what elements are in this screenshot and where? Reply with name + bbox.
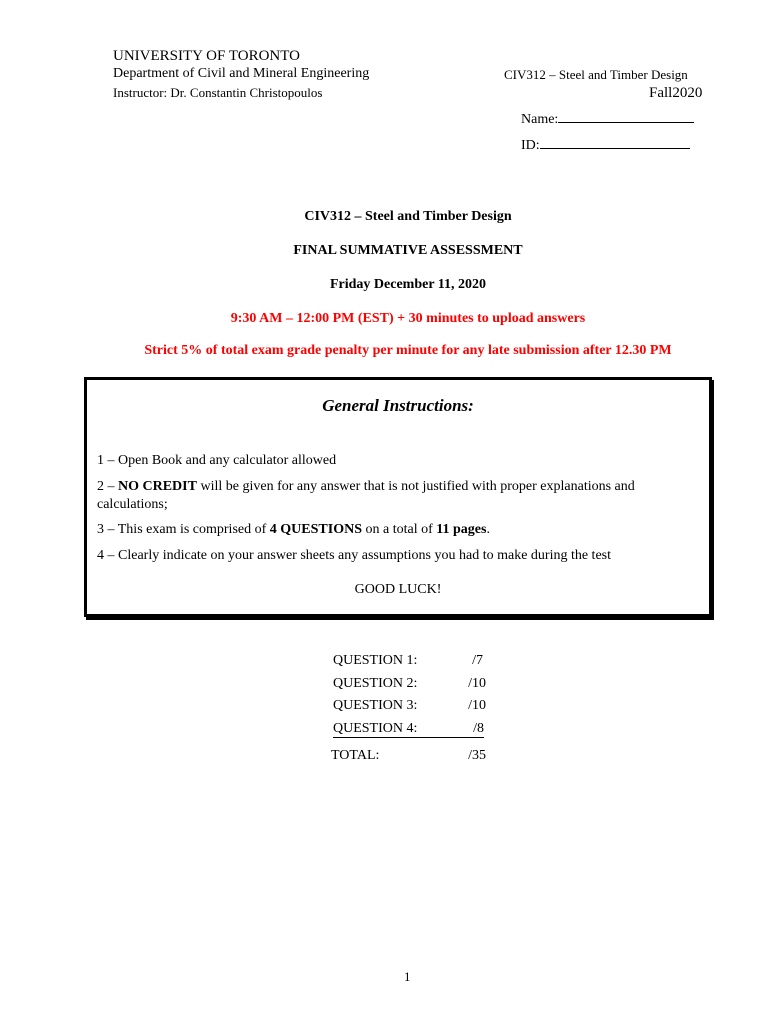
instruction-2-bold: NO CREDIT: [118, 479, 197, 494]
exam-time: 9:30 AM – 12:00 PM (EST) + 30 minutes to upload answers: [230, 311, 586, 326]
score-label: QUESTION 2:: [333, 676, 418, 691]
instruction-3: [97, 521, 697, 539]
score-value: /8: [473, 721, 484, 736]
score-label: QUESTION 4:: [333, 721, 418, 736]
course-header: CIV312 – Steel and Timber Design: [504, 67, 688, 82]
score-row-q4: [333, 721, 484, 738]
score-value: /10: [468, 698, 486, 713]
university-name: UNIVERSITY OF TORONTO: [113, 48, 300, 64]
exam-date: Friday December 11, 2020: [329, 277, 487, 292]
total-label: TOTAL:: [331, 748, 380, 763]
name-field[interactable]: [521, 110, 694, 129]
score-label: QUESTION 1:: [333, 653, 418, 668]
instruction-2-prefix: 2 –: [97, 479, 118, 494]
instruction-2-rest: will be given for any answer that is not justified with proper explanations and calculations;: [97, 479, 635, 512]
name-label: Name:: [521, 112, 559, 127]
term-label: Fall2020: [649, 85, 703, 101]
course-title: CIV312 – Steel and Timber Design: [304, 209, 512, 224]
id-field[interactable]: [521, 136, 690, 155]
score-label: QUESTION 3:: [333, 698, 418, 713]
id-label: ID:: [521, 138, 540, 153]
instruction-3-bold-questions: 4 QUESTIONS: [269, 522, 362, 537]
late-penalty-notice: Strict 5% of total exam grade penalty per minute for any late submission after 12.30 PM: [144, 343, 672, 358]
score-value: /10: [468, 676, 486, 691]
instructor-name: Instructor: Dr. Constantin Christopoulos: [113, 85, 323, 100]
instruction-1: 1 – Open Book and any calculator allowed: [97, 453, 337, 468]
score-value: /7: [472, 653, 483, 668]
good-luck: GOOD LUCK!: [354, 582, 442, 597]
page-number: 1: [404, 969, 411, 984]
instructions-heading: General Instructions:: [322, 396, 474, 415]
id-blank[interactable]: [540, 136, 690, 149]
instructions-box: [84, 377, 712, 617]
instruction-3-end: .: [486, 522, 490, 537]
instruction-4: 4 – Clearly indicate on your answer sheets any assumptions you had to make during the test: [97, 548, 612, 563]
name-blank[interactable]: [558, 110, 694, 123]
instruction-3-prefix: 3 – This exam is comprised of: [97, 522, 270, 537]
assessment-title: FINAL SUMMATIVE ASSESSMENT: [293, 243, 523, 258]
instruction-3-bold-pages: 11 pages: [436, 522, 487, 537]
instruction-2: [97, 478, 697, 514]
total-value: /35: [468, 748, 486, 763]
instruction-3-mid: on a total of: [361, 522, 437, 537]
department-name: Department of Civil and Mineral Engineering: [113, 66, 370, 81]
